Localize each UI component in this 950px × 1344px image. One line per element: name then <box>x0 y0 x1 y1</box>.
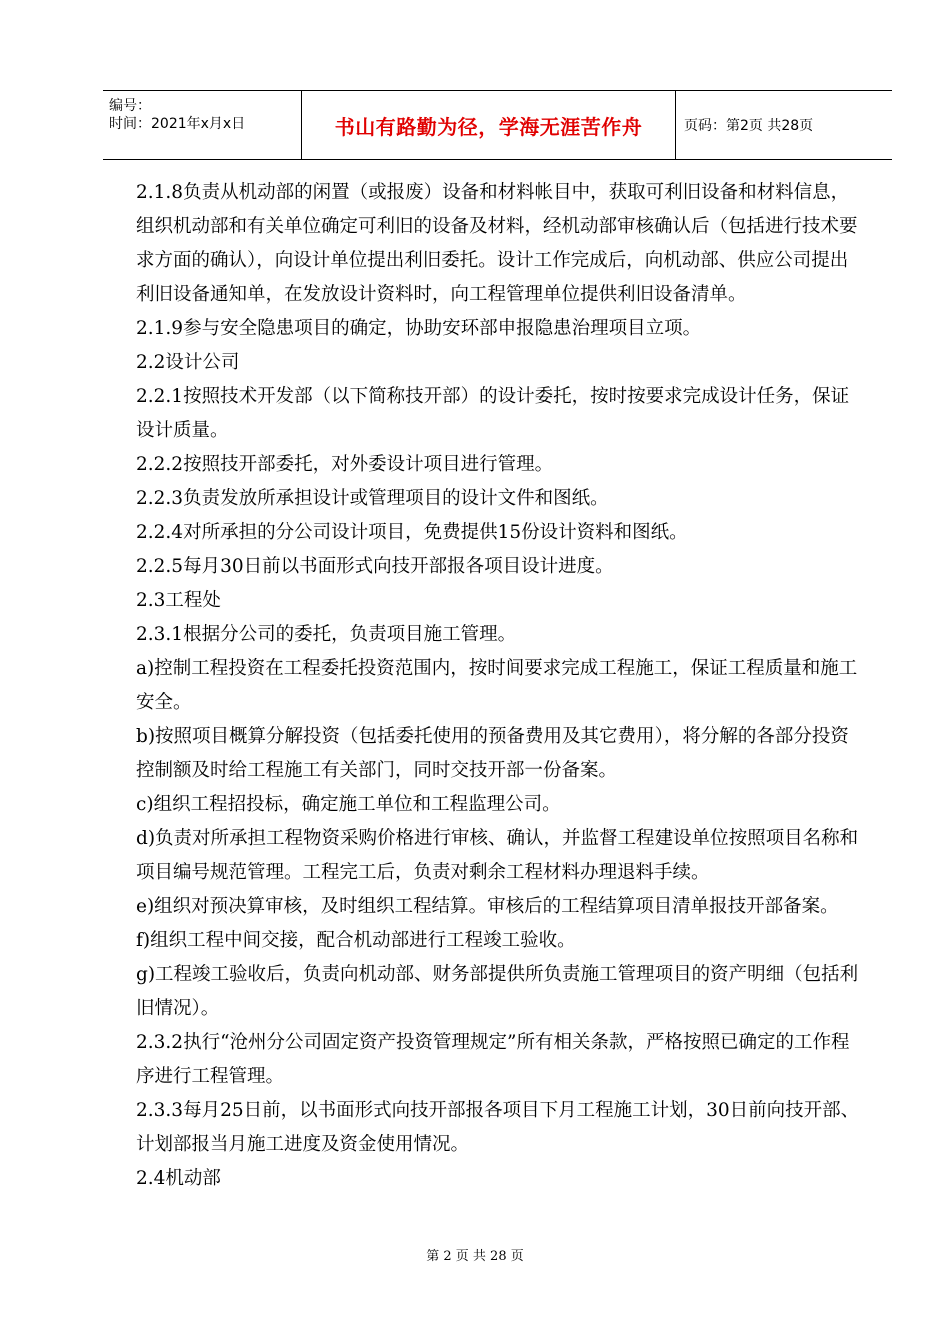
paragraph: 2.1.9参与安全隐患项目的确定，协助安环部申报隐患治理项目立项。 <box>136 318 702 339</box>
section-heading: 2.3工程处 <box>136 590 221 611</box>
paragraph: 2.2.1按照技术开发部（以下简称技开部）的设计委托，按时按要求完成设计任务，保证设计质量。 <box>136 386 850 441</box>
paragraph: 2.1.8负责从机动部的闲置（或报废）设备和材料帐目中，获取可利旧设备和材料信息，组织机动部和有关单位确定可利旧的设备及材料，经机动部审核确认后（包括进行技术要求方面的确认），向设计单位提出利旧委托。设计工作完成后，向机动部、供应公司提出利旧设备通知单，在发放设计资料时，向工程管理单位提供利旧设备清单。 <box>136 182 858 305</box>
list-item: d)负责对所承担工程物资采购价格进行审核、确认，并监督工程建设单位按照项目名称和项目编号规范管理。工程完工后，负责对剩余工程材料办理退料手续。 <box>136 828 859 883</box>
paragraph: 2.2.5每月30日前以书面形式向技开部报各项目设计进度。 <box>136 556 614 577</box>
list-item: f)组织工程中间交接，配合机动部进行工程竣工验收。 <box>136 930 576 951</box>
time-label: 时间：2021年x月x日 <box>109 116 246 132</box>
page-header <box>103 90 892 160</box>
list-item: c)组织工程招投标，确定施工单位和工程监理公司。 <box>136 794 561 815</box>
header-page-info: 页码：第2页 共28页 <box>684 118 814 134</box>
section-heading: 2.2设计公司 <box>136 352 240 373</box>
paragraph: 2.3.3每月25日前，以书面形式向技开部报各项目下月工程施工计划，30日前向技开部、计划部报当月施工进度及资金使用情况。 <box>136 1100 860 1155</box>
paragraph: 2.3.1根据分公司的委托，负责项目施工管理。 <box>136 624 517 645</box>
section-heading: 2.4机动部 <box>136 1168 221 1189</box>
list-item: a)控制工程投资在工程委托投资范围内，按时间要求完成工程施工，保证工程质量和施工安全。 <box>136 658 858 713</box>
paragraph: 2.2.2按照技开部委托，对外委设计项目进行管理。 <box>136 454 554 475</box>
document-body <box>136 176 860 1196</box>
list-item: g)工程竣工验收后，负责向机动部、财务部提供所负责施工管理项目的资产明细（包括利旧情况）。 <box>136 964 859 1019</box>
paragraph: 2.2.4对所承担的分公司设计项目，免费提供15份设计资料和图纸。 <box>136 522 688 543</box>
header-slogan: 书山有路勤为径，学海无涯苦作舟 <box>302 91 676 159</box>
paragraph: 2.2.3负责发放所承担设计或管理项目的设计文件和图纸。 <box>136 488 609 509</box>
paragraph: 2.3.2执行“沧州分公司固定资产投资管理规定”所有相关条款，严格按照已确定的工作程序进行工程管理。 <box>136 1032 850 1087</box>
list-item: b)按照项目概算分解投资（包括委托使用的预备费用及其它费用），将分解的各部分投资控制额及时给工程施工有关部门，同时交技开部一份备案。 <box>136 726 849 781</box>
header-meta <box>103 91 302 159</box>
number-label: 编号： <box>109 98 151 114</box>
list-item: e)组织对预决算审核，及时组织工程结算。审核后的工程结算项目清单报技开部备案。 <box>136 896 839 917</box>
page-footer: 第 2 页 共 28 页 <box>426 1249 524 1264</box>
